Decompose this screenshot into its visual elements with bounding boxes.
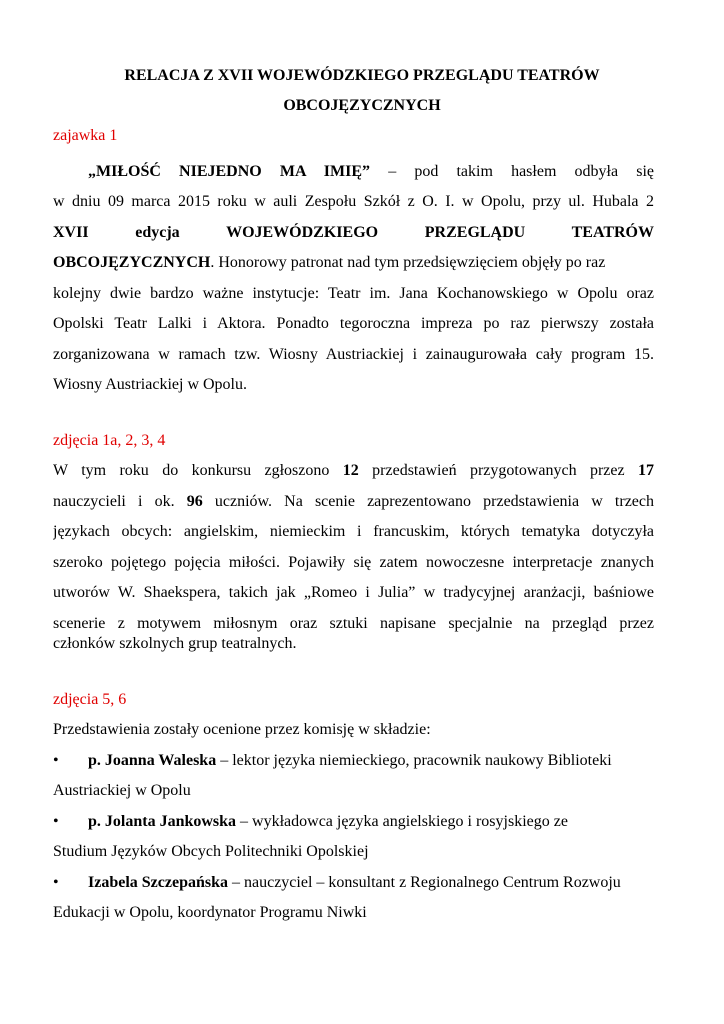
jury-member-1-desc: – lektor języka niemieckiego, pracownik naukowy Biblioteki [216, 752, 612, 769]
jury-member-2-name: p. Jolanta Jankowska [88, 813, 237, 830]
p2-line-2 [53, 492, 654, 512]
p2-line-1-text-a: W tym roku do konkursu zgłoszono [53, 462, 330, 479]
p1-line-1-text: – pod takim hasłem odbyła się [388, 163, 654, 180]
jury-intro: Przedstawienia zostały ocenione przez komisję w składzie: [53, 721, 431, 738]
p2-line-6: scenerie z motywem miłosnym oraz sztuki napisane specjalnie na przegląd przez [53, 615, 654, 632]
section-label-zdjecia-5-6: zdjęcia 5, 6 [53, 691, 127, 708]
bullet-icon: • [53, 752, 59, 769]
p1-line-4-text: . Honorowy patronat nad tym przedsięwzięciem objęły po raz [210, 254, 606, 271]
jury-member-3-desc: – nauczyciel – konsultant z Regionalnego Centrum Rozwoju [228, 874, 621, 891]
document-title-line-2: OBCOJĘZYCZNYCH [283, 97, 441, 114]
p1-line-2: w dniu 09 marca 2015 roku w auli Zespołu Szkół z O. I. w Opolu, przy ul. Hubala 2 [53, 193, 654, 210]
jury-member-2 [88, 812, 568, 832]
p1-line-8: Wiosny Austriackiej w Opolu. [53, 376, 247, 393]
jury-member-3-name: Izabela Szczepańska [88, 874, 228, 891]
bullet-icon: • [53, 813, 59, 830]
jury-member-2-cont: Studium Języków Obcych Politechniki Opolskiej [53, 843, 369, 860]
p2-line-4: szeroko pojętego pojęcia miłości. Pojawiły się zatem nowoczesne interpretacje znanych [53, 554, 654, 571]
p2-line-2-text-a: nauczycieli i ok. [53, 493, 175, 510]
bullet-icon: • [53, 874, 59, 891]
jury-member-2-desc: – wykładowca języka angielskiego i rosyjskiego ze [236, 813, 568, 830]
p1-line-4-bold: OBCOJĘZYCZNYCH [53, 254, 211, 271]
p2-line-3: językach obcych: angielskim, niemieckim i francuskim, których tematyka dotyczyła [53, 523, 654, 540]
p2-line-5: utworów W. Shaekspera, takich jak „Romeo i Julia” w tradycyjnej aranżacji, baśniowe [53, 584, 654, 601]
document-title-line-1: RELACJA Z XVII WOJEWÓDZKIEGO PRZEGLĄDU TEATRÓW [124, 67, 600, 84]
jury-member-1-cont: Austriackiej w Opolu [53, 782, 191, 799]
jury-member-3-cont: Edukacji w Opolu, koordynator Programu Niwki [53, 904, 367, 921]
count-teachers: 17 [638, 462, 654, 479]
jury-member-1 [88, 751, 612, 771]
section-label-zdjecia-1a-4: zdjęcia 1a, 2, 3, 4 [53, 432, 166, 449]
jury-member-1-name: p. Joanna Waleska [88, 752, 217, 769]
section-label-zajawka: zajawka 1 [53, 127, 118, 144]
count-performances: 12 [342, 462, 359, 479]
p1-line-3: XVII edycja WOJEWÓDZKIEGO PRZEGLĄDU TEATRÓW [53, 224, 654, 241]
count-students: 96 [186, 493, 203, 510]
p1-line-4 [53, 253, 605, 273]
p2-line-7: członków szkolnych grup teatralnych. [53, 635, 297, 652]
p1-line-1 [88, 162, 654, 182]
p2-line-1 [53, 461, 654, 481]
p2-line-1-text-b: przedstawień przygotowanych przez [372, 462, 625, 479]
event-slogan: „MIŁOŚĆ NIEJEDNO MA IMIĘ” [88, 163, 371, 180]
jury-member-3 [88, 873, 621, 893]
p1-line-6: Opolski Teatr Lalki i Aktora. Ponadto tegoroczna impreza po raz pierwszy została [53, 315, 654, 332]
p1-line-5: kolejny dwie bardzo ważne instytucje: Teatr im. Jana Kochanowskiego w Opolu oraz [53, 285, 654, 302]
p2-line-2-text-b: uczniów. Na scenie zaprezentowano przedstawienia w trzech [214, 493, 654, 510]
p1-line-7: zorganizowana w ramach tzw. Wiosny Austriackiej i zainaugurowała cały program 15. [53, 346, 654, 363]
